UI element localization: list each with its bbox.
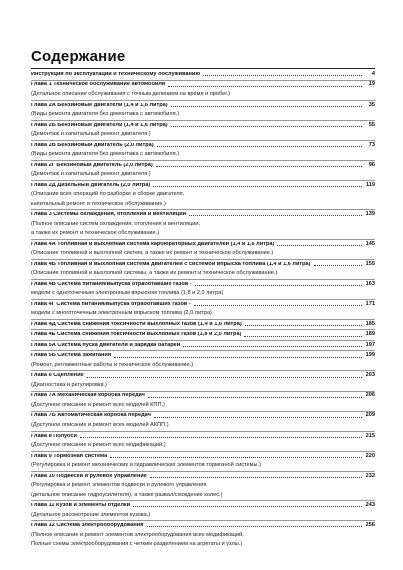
- toc-description: [31, 381, 375, 391]
- toc-description-text: (Регулировка и ремонт элементов подвески и рулевого управления: [31, 482, 207, 489]
- toc-entry[interactable]: [31, 160, 375, 171]
- toc-description: [31, 130, 375, 140]
- toc-description-text: (Доступное описание и ремонт всех модификаций.): [31, 442, 166, 449]
- toc-page-number: 189: [365, 331, 375, 338]
- toc-entry-label: Глава 12 Система электрооборудования: [31, 523, 144, 529]
- toc-dot-leader: [194, 305, 362, 306]
- toc-entry-label: Глава 4Е Система снижения токсичности выхлопных газов (1,8 и 2,0 литра): [31, 332, 242, 338]
- toc-description-text: (Описание топливной и выхлопной систем, а также их ремонт и техническое обслуживание.): [31, 250, 274, 257]
- toc-description: [31, 441, 375, 451]
- toc-dot-leader: [154, 417, 362, 418]
- toc-description-text: модели с одноточечным электронным впрыском топлива (1,8 и 2,0 литра): [31, 290, 224, 297]
- toc-description: [31, 540, 375, 550]
- toc-description: [31, 110, 375, 120]
- toc-entry-label: Глава 5Б Система зажигания: [31, 353, 112, 359]
- toc-description-text: (Виды ремонта двигателя без демонтажа с автомобиля.): [31, 111, 180, 118]
- toc-dot-leader: [195, 285, 362, 286]
- toc-dot-leader: [150, 477, 362, 478]
- toc-description-text: (Виды ремонта двигателя без демонтажа с автомобиля.): [31, 151, 180, 158]
- toc-entry[interactable]: [31, 471, 375, 482]
- toc-description-text: (Описание топливной и выхлопной системы, а также их ремонт и техническое обслуживание.): [31, 270, 278, 277]
- toc-entry[interactable]: [31, 319, 375, 330]
- toc-dot-leader: [189, 215, 362, 216]
- toc-dot-leader: [203, 75, 362, 76]
- toc-page-number: 19: [368, 81, 375, 88]
- toc-entry[interactable]: [31, 239, 375, 250]
- toc-page-number: 220: [365, 452, 375, 459]
- toc-entry[interactable]: [31, 140, 375, 151]
- toc-entry[interactable]: [31, 70, 375, 80]
- toc-entry[interactable]: [31, 370, 375, 381]
- toc-entry-label: Глава 6 Сцепление: [31, 373, 84, 379]
- toc-page-number: 171: [365, 300, 375, 307]
- toc-page-number: 73: [368, 141, 375, 148]
- toc-description: [31, 309, 375, 319]
- toc-description-text: (Ремонт, регламентные работы и техническое обслуживание.): [31, 361, 194, 368]
- toc-page-number: 4: [371, 70, 375, 77]
- toc-entry-label: Глава 4Д Система снижения токсичности выхлопных газов (1,4 и 1,6 литра): [31, 321, 242, 327]
- toc-entry[interactable]: [31, 391, 375, 402]
- toc-entry[interactable]: [31, 520, 375, 531]
- toc-page-number: 243: [365, 502, 375, 509]
- toc-description: [31, 511, 375, 521]
- toc-description: [31, 531, 375, 541]
- toc-entry-label: Глава 2А Бензиновые двигатели (1,4 и 1,6 литра): [31, 102, 168, 108]
- toc-entry[interactable]: [31, 209, 375, 220]
- toc-description: [31, 170, 375, 180]
- toc-entry[interactable]: [31, 329, 375, 340]
- toc-description-text: (Детальное описание обслуживания с точным делением на время и пробег.): [31, 90, 231, 97]
- toc-dot-leader: [168, 86, 362, 87]
- toc-page-number: 232: [365, 472, 375, 479]
- toc-entry-label: Глава 4А Топливная и выхлопная система карбюраторных двигателей (1,4 и 1,6 литра): [31, 241, 275, 247]
- toc-entry[interactable]: [31, 350, 375, 361]
- toc-entry[interactable]: [31, 80, 375, 91]
- toc-entry-label: Глава 2В Бензиновый двигатель (2,0 литра): [31, 142, 154, 148]
- toc-dot-leader: [114, 357, 362, 358]
- title-rule: [31, 68, 375, 69]
- toc-description-text: Полные схемы электрооборудования с четким разделением на агрегаты и узлы.): [31, 541, 243, 548]
- toc-description: [31, 190, 375, 200]
- toc-entry-label: Глава 8 Полуоси: [31, 433, 77, 439]
- toc-description-text: (детальное описание гидроусилителя), а также развал/схождение колес.): [31, 491, 223, 498]
- toc-entry-label: Глава 7А Механическая коробка передач: [31, 393, 145, 399]
- toc-entry-label: Глава 4Б Топливная и выхлопная система двигателей с системой впрыска топлива (1,4 и 1,6 литра): [31, 261, 311, 267]
- toc-entry[interactable]: [31, 500, 375, 511]
- toc-description-text: (Регулировка и ремонт механических и гидравлических элементов тормозной системы.): [31, 462, 261, 469]
- toc-entry[interactable]: [31, 279, 375, 290]
- toc-page-number: 206: [365, 392, 375, 399]
- page-title: Содержание: [31, 48, 126, 65]
- toc-dot-leader: [314, 265, 362, 266]
- toc-entry-label: Глава 2Б Бензиновые двигатели (1,4 и 1,6 литра): [31, 122, 168, 128]
- toc-entry[interactable]: [31, 299, 375, 310]
- toc-description: [31, 421, 375, 431]
- toc-dot-leader: [147, 526, 363, 527]
- toc-description-text: модели с многоточечным электронным впрыском топлива (2,0 литра): [31, 310, 212, 317]
- toc-description: [31, 150, 375, 160]
- toc-entry[interactable]: [31, 451, 375, 462]
- toc-entry-label: Глава 10 Подвески и рулевое управление: [31, 473, 147, 479]
- toc-description-text: (Полное описание и ремонт элементов электрооборудования всех модификаций.: [31, 531, 244, 538]
- toc-entry-label: Глава 2Д Дизельный двигатель (2,0 литра): [31, 182, 151, 188]
- toc-dot-leader: [157, 146, 362, 147]
- toc-description: [31, 249, 375, 259]
- toc-entry-label: Глава 5А Система пуска двигателя и зарядка батареи: [31, 342, 181, 348]
- toc-dot-leader: [153, 186, 362, 187]
- toc-page-number: 203: [365, 372, 375, 379]
- toc-entry-label: Глава 3 Системы охлаждения, отопления и вентиляции: [31, 212, 187, 218]
- toc-dot-leader: [183, 346, 362, 347]
- toc-entry-label: Глава 1 Техническое обслуживание автомобиля: [31, 82, 166, 88]
- toc-description: [31, 491, 375, 501]
- toc-entry-label: Глава 7Б Автоматическая коробка передач: [31, 413, 151, 419]
- toc-page-number: 96: [368, 161, 375, 168]
- toc-description: [31, 481, 375, 491]
- toc-description: [31, 220, 375, 230]
- toc-dot-leader: [148, 397, 362, 398]
- toc-description: [31, 200, 375, 210]
- toc-description-text: (Описание всех операций по разборке и сборке двигателя,: [31, 191, 185, 198]
- toc-dot-leader: [245, 325, 362, 326]
- toc-page-number: 256: [365, 522, 375, 529]
- toc-page-number: 185: [365, 320, 375, 327]
- toc-dot-leader: [244, 336, 362, 337]
- toc-description: [31, 269, 375, 279]
- toc-dot-leader: [80, 437, 362, 438]
- toc-description-text: (Доступное описание и ремонт всех моделей АКПП.): [31, 422, 169, 428]
- toc-description-text: (Демонтаж и капитальный ремонт двигателя.): [31, 171, 151, 178]
- toc-entry[interactable]: [31, 431, 375, 442]
- toc-description-text: (Демонтаж и капитальный ремонт двигателя.): [31, 131, 151, 138]
- toc-description: [31, 90, 375, 100]
- toc-description: [31, 361, 375, 371]
- toc-description: [31, 461, 375, 471]
- table-of-contents: [31, 70, 375, 550]
- toc-entry-label: Глава 4Г Система питания/выпуска отработавших газов -: [31, 301, 191, 307]
- toc-entry-label: Глава 4В Система питания/выпуска отработавших газов -: [31, 281, 192, 287]
- toc-dot-leader: [171, 106, 362, 107]
- toc-page-number: 163: [365, 280, 375, 287]
- toc-page-number: 145: [365, 240, 375, 247]
- toc-description: [31, 229, 375, 239]
- toc-description: [31, 289, 375, 299]
- toc-page-number: 197: [365, 341, 375, 348]
- toc-entry-label: Глава 2Г Бензиновый двигатель (2,0 литра): [31, 162, 153, 168]
- toc-entry[interactable]: [31, 340, 375, 351]
- toc-dot-leader: [110, 457, 362, 458]
- toc-entry[interactable]: [31, 120, 375, 131]
- toc-description-text: (Доступное описание и ремонт всех моделей КПП.): [31, 401, 165, 408]
- toc-entry[interactable]: [31, 411, 375, 422]
- toc-page-number: 209: [365, 412, 375, 419]
- toc-page-number: 139: [365, 211, 375, 218]
- toc-dot-leader: [156, 166, 362, 167]
- toc-description-text: (Диагностика и регулировки.): [31, 381, 108, 388]
- toc-dot-leader: [87, 377, 362, 378]
- toc-page-number: 155: [365, 260, 375, 267]
- toc-entry-label: Глава 11 Кузов и элементы отделки: [31, 503, 131, 509]
- toc-entry[interactable]: [31, 180, 375, 191]
- toc-page-number: 55: [368, 121, 375, 128]
- toc-entry-label: Инструкция по эксплуатации и техническому обслуживанию: [31, 71, 201, 77]
- toc-entry[interactable]: [31, 100, 375, 111]
- toc-page-number: 119: [365, 181, 375, 188]
- toc-description-text: (Детальное рассмотрение элементов кузова.): [31, 511, 151, 518]
- toc-entry-label: Глава 9 Тормозная система: [31, 453, 108, 459]
- toc-description-text: а также их ремонт и техническое обслуживание.): [31, 230, 160, 237]
- toc-page-number: 215: [365, 432, 375, 439]
- toc-page-number: 199: [365, 352, 375, 359]
- toc-entry[interactable]: [31, 259, 375, 270]
- toc-dot-leader: [171, 126, 362, 127]
- toc-description-text: (Полное описание систем охлаждения, отопления и вентиляции,: [31, 220, 201, 227]
- toc-page-number: 35: [368, 101, 375, 108]
- toc-dot-leader: [133, 506, 362, 507]
- toc-dot-leader: [277, 245, 362, 246]
- toc-description-text: капитальный ремонт и техническое обслуживание.): [31, 200, 166, 207]
- toc-description: [31, 401, 375, 411]
